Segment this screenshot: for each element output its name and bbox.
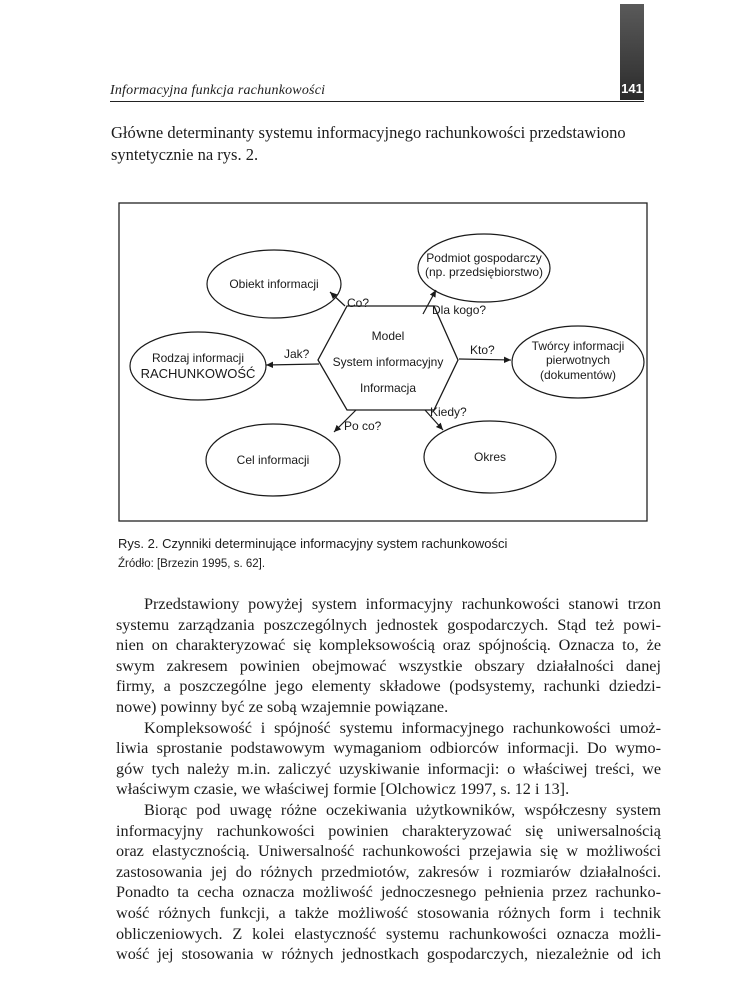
question-dla-kogo: Dla kogo? xyxy=(432,303,487,317)
node-rodzaj-label-2: RACHUNKOWOŚĆ xyxy=(140,366,256,381)
system-label: System informacyjny xyxy=(332,355,444,369)
body-line: oraz elastycznością. Uniwersalność rachunkowości przejawia się w możliwości xyxy=(116,842,661,861)
body-line: Ponadto ta cecha oznacza możliwość jednoczesnego pełnienia przez rachunko- xyxy=(116,883,661,902)
question-kto: Kto? xyxy=(470,343,495,357)
intro-paragraph xyxy=(111,122,651,166)
body-line: nien on charakteryzować się kompleksowością oraz spójnością. Oznacza to, że xyxy=(116,636,661,655)
header-rule xyxy=(110,101,644,102)
question-jak: Jak? xyxy=(284,347,310,361)
body-line: wość jej stosowania w różnych jednostkach gospodarczych, niezależnie od ich xyxy=(116,945,661,964)
body-line: informacyjny rachunkowości powinien charakteryzować się uniwersalnością xyxy=(116,821,661,840)
body-text xyxy=(116,594,661,965)
body-line: zastosowania jej do różnych przedmiotów, zakresów i rozmiarów działalności. xyxy=(116,862,661,881)
figure-caption xyxy=(118,534,507,574)
figure-diagram xyxy=(118,202,648,522)
running-title: Informacyjna funkcja rachunkowości xyxy=(110,83,326,98)
body-line: Biorąc pod uwagę różne oczekiwania użytkowników, współczesny system xyxy=(144,800,661,819)
body-line: swym zakresem powinien obejmować wszystkie obszary działalności danej xyxy=(116,656,661,675)
body-line: nowe) powinny być ze sobą wzajemnie powiązane. xyxy=(116,697,449,716)
body-line: obliczeniowych. Z kolei elastyczność systemu rachunkowości oznacza możli- xyxy=(116,924,661,943)
body-line: Przedstawiony powyżej system informacyjny rachunkowości stanowi trzon xyxy=(144,595,661,613)
node-tworcy-label-3: (dokumentów) xyxy=(539,368,617,382)
question-kiedy: Kiedy? xyxy=(430,405,467,419)
arrow-jak xyxy=(266,364,319,365)
intro-line: Główne determinanty systemu informacyjnego rachunkowości przedstawiono xyxy=(111,123,626,142)
intro-line: syntetycznie na rys. 2. xyxy=(111,145,259,164)
page-number: 141 xyxy=(621,81,643,96)
question-co: Co? xyxy=(347,296,370,310)
diagram-svg xyxy=(118,202,648,522)
body-line: gów tych należy m.in. zaliczyć uzyskiwanie informacji: o właściwej treści, we xyxy=(116,759,661,778)
body-line: wość różnych funkcji, a także możliwość stosowania różnych form i technik xyxy=(116,903,661,922)
node-tworcy-label-1: Twórcy informacji xyxy=(531,339,625,353)
node-cel-label: Cel informacji xyxy=(236,453,310,467)
question-po-co: Po co? xyxy=(344,419,382,433)
node-obiekt-label: Obiekt informacji xyxy=(229,277,319,291)
node-podmiot-label-2: (np. przedsiębiorstwo) xyxy=(424,265,544,279)
arrow-kto xyxy=(459,359,511,360)
node-okres-label: Okres xyxy=(473,450,507,464)
body-line: firmy, a poszczególne jego elementy składowe (podsystemy, rachunki dziedzi- xyxy=(116,677,661,696)
body-line: właściwym czasie, we właściwej formie [Olchowicz 1997, s. 12 i 13]. xyxy=(116,780,570,799)
body-line: Kompleksowość i spójność systemu informacyjnego rachunkowości umoż- xyxy=(144,718,661,737)
information-label: Informacja xyxy=(359,381,417,395)
node-rodzaj-label-1: Rodzaj informacji xyxy=(151,351,245,365)
node-podmiot-label-1: Podmiot gospodarczy xyxy=(426,251,542,265)
body-line: liwia sprostanie podstawowym wymaganiom odbiorców informacji. Do wymo- xyxy=(116,739,661,758)
node-tworcy-label-2: pierwotnych xyxy=(545,353,611,367)
body-line: systemu zarządzania poszczególnych jednostek gospodarczych. Stąd też powi- xyxy=(116,615,661,634)
caption-source: Źródło: [Brzezin 1995, s. 62]. xyxy=(118,558,266,570)
caption-title: Rys. 2. Czynniki determinujące informacyjny system rachunkowości xyxy=(118,536,508,551)
model-label: Model xyxy=(371,329,405,343)
